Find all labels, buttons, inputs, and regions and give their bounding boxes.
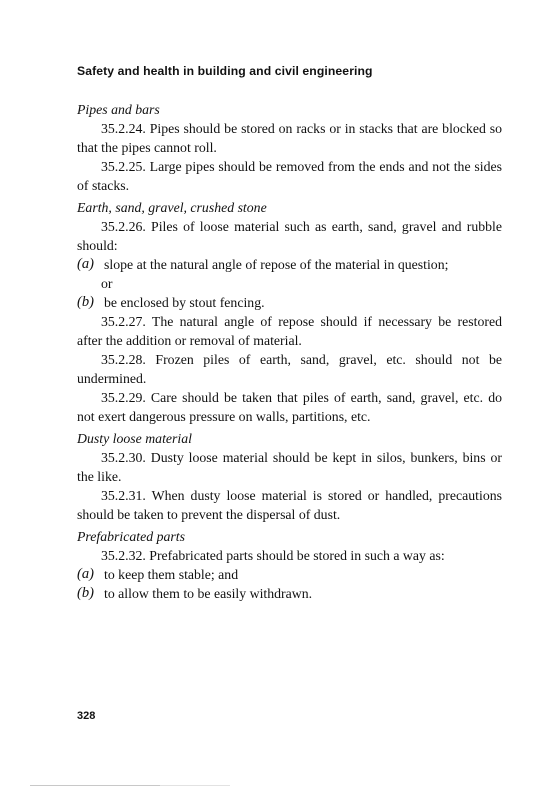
bottom-edge-rule (30, 785, 160, 786)
running-head: Safety and health in building and civil engineering (77, 64, 373, 78)
clause-paragraph: 35.2.24. Pipes should be stored on racks or in stacks that are blocked so that the pipes cannot roll. (77, 121, 502, 155)
clause-paragraph: 35.2.31. When dusty loose material is stored or handled, precautions should be taken to prevent the dispersal of dust. (77, 488, 502, 522)
list-item-text: to allow them to be easily withdrawn. (104, 586, 313, 601)
or-connector: or (101, 276, 113, 291)
clause-paragraph: 35.2.26. Piles of loose material such as earth, sand, gravel and rubble should: (77, 219, 502, 253)
list-item-label: (a) (77, 256, 94, 272)
section-heading: Prefabricated parts (77, 529, 185, 544)
list-item (77, 255, 502, 274)
bottom-edge-rule-faint (160, 785, 230, 786)
page-number: 328 (77, 710, 96, 722)
list-item-label: (b) (77, 585, 94, 601)
list-item (77, 584, 502, 603)
clause-paragraph: 35.2.29. Care should be taken that piles of earth, sand, gravel, etc. do not exert dangerous pressure on walls, partitions, etc. (77, 390, 502, 424)
clause-paragraph: 35.2.28. Frozen piles of earth, sand, gravel, etc. should not be undermined. (77, 352, 502, 386)
section-heading: Pipes and bars (77, 102, 160, 117)
list-item (77, 565, 502, 584)
section-heading: Earth, sand, gravel, crushed stone (77, 200, 267, 215)
clause-paragraph: 35.2.27. The natural angle of repose should if necessary be restored after the addition or removal of material. (77, 314, 502, 348)
clause-paragraph: 35.2.30. Dusty loose material should be kept in silos, bunkers, bins or the like. (77, 450, 502, 484)
list-item (77, 293, 502, 312)
list-item-label: (b) (77, 294, 94, 310)
list-item-text: be enclosed by stout fencing. (104, 295, 265, 310)
clause-paragraph: 35.2.25. Large pipes should be removed from the ends and not the sides of stacks. (77, 159, 502, 193)
list-item-text: to keep them stable; and (104, 567, 239, 582)
page-body (77, 100, 502, 603)
section-heading: Dusty loose material (77, 431, 192, 446)
list-item-text: slope at the natural angle of repose of the material in question; (104, 257, 449, 272)
clause-paragraph: 35.2.32. Prefabricated parts should be stored in such a way as: (101, 548, 445, 563)
list-item-label: (a) (77, 566, 94, 582)
